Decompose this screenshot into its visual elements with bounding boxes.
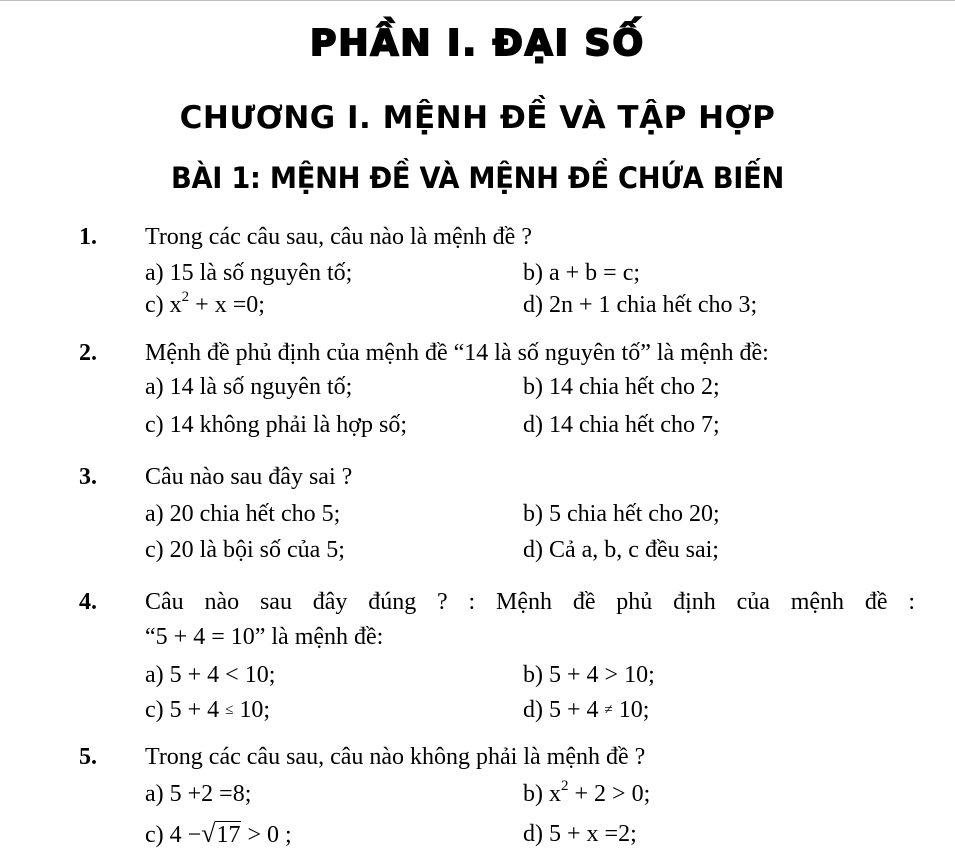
less-equal-symbol: ≤ xyxy=(225,702,234,718)
question-number: 5. xyxy=(79,744,97,770)
option-c: c) 4 −√17 > 0 ; xyxy=(145,819,292,848)
option-b: b) 5 + 4 > 10; xyxy=(523,662,655,688)
not-equal-symbol: ≠ xyxy=(604,702,613,718)
question-number: 2. xyxy=(79,340,97,366)
option-a: a) 15 là số nguyên tố; xyxy=(145,260,353,286)
question-number: 3. xyxy=(79,464,97,490)
option-b: b) a + b = c; xyxy=(523,260,641,286)
option-b: b) $x^2 + 2 > 0$; xyxy=(523,778,651,807)
option-d: d) 2n + 1 chia hết cho 3; xyxy=(523,292,758,318)
option-c: c) 14 không phải là hợp số; xyxy=(145,412,407,438)
option-a: a) 14 là số nguyên tố; xyxy=(145,374,353,400)
option-d: d) 14 chia hết cho 7; xyxy=(523,412,720,438)
option-a: a) 5 +2 =8; xyxy=(145,781,252,807)
option-d: d) Cả a, b, c đều sai; xyxy=(523,537,719,563)
question-stem: Trong các câu sau, câu nào là mệnh đề ? xyxy=(145,224,532,250)
option-c: c) 20 là bội số của 5; xyxy=(145,537,345,563)
question-stem-line1: Câu nào sau đây đúng ? : Mệnh đề phủ định của mệnh đề : xyxy=(145,589,915,615)
exponent: 2 xyxy=(181,289,190,305)
option-a: a) 20 chia hết cho 5; xyxy=(145,501,341,527)
option-c: c) 5 + 4 ≤ 10; xyxy=(145,697,271,723)
question-stem: Mệnh đề phủ định của mệnh đề “14 là số nguyên tố” là mệnh đề: xyxy=(145,340,769,366)
question-stem-line2: “5 + 4 = 10” là mệnh đề: xyxy=(145,624,384,650)
option-d: d) 5 + x =2; xyxy=(523,821,637,847)
radical-sign: √ xyxy=(201,819,216,848)
option-a: a) 5 + 4 < 10; xyxy=(145,662,276,688)
option-d: d) 5 + 4 ≠ 10; xyxy=(523,697,650,723)
chapter-heading: CHƯƠNG I. MỆNH ĐỀ VÀ TẬP HỢP xyxy=(179,100,776,136)
lesson-heading: BÀI 1: MỆNH ĐỀ VÀ MỆNH ĐỀ CHỨA BIẾN xyxy=(170,161,784,195)
question-number: 4. xyxy=(79,589,97,615)
part-heading: PHẦN I. ĐẠI SỐ xyxy=(309,23,646,64)
option-b: b) 5 chia hết cho 20; xyxy=(523,501,720,527)
option-c: c) $x^2 + x =0$; xyxy=(145,289,265,318)
square-root xyxy=(201,819,241,850)
radicand: 17 xyxy=(216,822,241,848)
question-stem: Trong các câu sau, câu nào không phải là mệnh đề ? xyxy=(145,744,646,770)
question-stem: Câu nào sau đây sai ? xyxy=(145,464,353,490)
exponent: 2 xyxy=(561,778,569,794)
option-b: b) 14 chia hết cho 2; xyxy=(523,374,720,400)
question-number: 1. xyxy=(79,224,97,250)
